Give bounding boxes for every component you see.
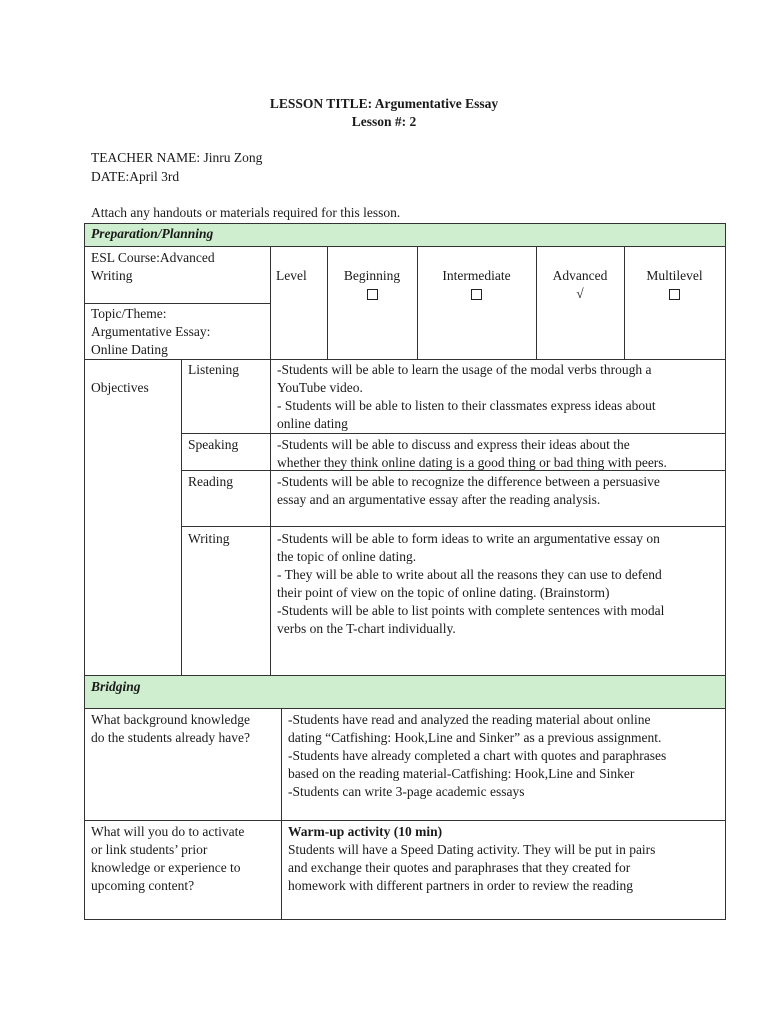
bridging-header: Bridging bbox=[91, 679, 141, 694]
level-beginning-label: Beginning bbox=[343, 268, 401, 283]
bridging-header-band bbox=[85, 676, 725, 708]
topic-line: Online Dating bbox=[91, 342, 168, 357]
prep-header: Preparation/Planning bbox=[91, 226, 214, 241]
objective-line: their point of view on the topic of online dating. (Brainstorm) bbox=[277, 585, 610, 600]
warmup-title: Warm-up activity (10 min) bbox=[288, 824, 443, 839]
skill-reading: Reading bbox=[188, 474, 233, 489]
attach-note: Attach any handouts or materials required for this lesson. bbox=[91, 205, 401, 220]
teacher-name: TEACHER NAME: Jinru Zong bbox=[91, 150, 263, 165]
objective-line: verbs on the T-chart individually. bbox=[277, 621, 456, 636]
question-line: What background knowledge bbox=[91, 712, 250, 727]
level-beginning-checkbox[interactable] bbox=[327, 285, 417, 303]
writing-objectives bbox=[277, 530, 664, 638]
lesson-number: Lesson #: 2 bbox=[351, 114, 417, 129]
topic-cell bbox=[91, 305, 210, 359]
objective-line: -Students will be able to recognize the difference between a persuasive bbox=[277, 474, 660, 489]
skill-writing: Writing bbox=[188, 531, 230, 546]
speaking-objectives bbox=[277, 436, 667, 472]
level-advanced-check[interactable]: √ bbox=[576, 286, 584, 301]
course-line-1: ESL Course:Advanced bbox=[91, 250, 215, 265]
level-multilevel-label: Multilevel bbox=[646, 268, 703, 283]
level-intermediate-label: Intermediate bbox=[442, 268, 511, 283]
checkbox-empty-icon bbox=[471, 289, 482, 300]
listening-objectives bbox=[277, 361, 656, 433]
topic-line: Argumentative Essay: bbox=[91, 324, 211, 339]
checkbox-empty-icon bbox=[367, 289, 378, 300]
objective-line: the topic of online dating. bbox=[277, 549, 417, 564]
answer-line: dating “Catfishing: Hook,Line and Sinker” as a previous assignment. bbox=[288, 730, 662, 745]
course-cell bbox=[91, 249, 215, 285]
objective-line: -Students will be able to form ideas to write an argumentative essay on bbox=[277, 531, 660, 546]
answer-line: and exchange their quotes and paraphrases that they created for bbox=[288, 860, 631, 875]
answer-line: -Students can write 3-page academic essays bbox=[288, 784, 525, 799]
course-line-2: Writing bbox=[91, 268, 133, 283]
answer-line: -Students have already completed a chart with quotes and paraphrases bbox=[288, 748, 667, 763]
level-multilevel bbox=[624, 267, 725, 303]
skill-listening: Listening bbox=[188, 362, 239, 377]
objective-line: -Students will be able to learn the usage of the modal verbs through a bbox=[277, 362, 652, 377]
level-advanced-label: Advanced bbox=[552, 268, 608, 283]
objective-line: whether they think online dating is a good thing or bad thing with peers. bbox=[277, 455, 667, 470]
answer-line: homework with different partners in order to review the reading bbox=[288, 878, 634, 893]
level-beginning bbox=[327, 267, 417, 303]
level-multilevel-checkbox[interactable] bbox=[624, 285, 725, 303]
checkbox-empty-icon bbox=[669, 289, 680, 300]
lesson-title: LESSON TITLE: Argumentative Essay bbox=[269, 96, 499, 111]
question-line: upcoming content? bbox=[91, 878, 195, 893]
lesson-date: DATE:April 3rd bbox=[91, 169, 180, 184]
objective-line: YouTube video. bbox=[277, 380, 363, 395]
objective-line: essay and an argumentative essay after the reading analysis. bbox=[277, 492, 601, 507]
activate-answer bbox=[288, 823, 655, 895]
question-line: knowledge or experience to bbox=[91, 860, 241, 875]
objective-line: - They will be able to write about all the reasons they can use to defend bbox=[277, 567, 662, 582]
skill-speaking: Speaking bbox=[188, 437, 239, 452]
answer-line: -Students have read and analyzed the reading material about online bbox=[288, 712, 651, 727]
objective-line: - Students will be able to listen to their classmates express ideas about bbox=[277, 398, 656, 413]
topic-line: Topic/Theme: bbox=[91, 306, 167, 321]
background-question bbox=[91, 711, 250, 747]
objective-line: -Students will be able to discuss and express their ideas about the bbox=[277, 437, 630, 452]
objective-line: -Students will be able to list points with complete sentences with modal bbox=[277, 603, 665, 618]
answer-line: based on the reading material-Catfishing: Hook,Line and Sinker bbox=[288, 766, 635, 781]
reading-objectives bbox=[277, 473, 660, 509]
level-label: Level bbox=[276, 268, 307, 283]
objectives-label: Objectives bbox=[91, 380, 149, 395]
level-intermediate bbox=[417, 267, 536, 303]
level-intermediate-checkbox[interactable] bbox=[417, 285, 536, 303]
background-answer bbox=[288, 711, 666, 801]
objective-line: online dating bbox=[277, 416, 348, 431]
activate-question bbox=[91, 823, 244, 895]
level-advanced bbox=[536, 267, 624, 303]
question-line: What will you do to activate bbox=[91, 824, 245, 839]
question-line: or link students’ prior bbox=[91, 842, 208, 857]
answer-line: Students will have a Speed Dating activity. They will be put in pairs bbox=[288, 842, 656, 857]
question-line: do the students already have? bbox=[91, 730, 250, 745]
